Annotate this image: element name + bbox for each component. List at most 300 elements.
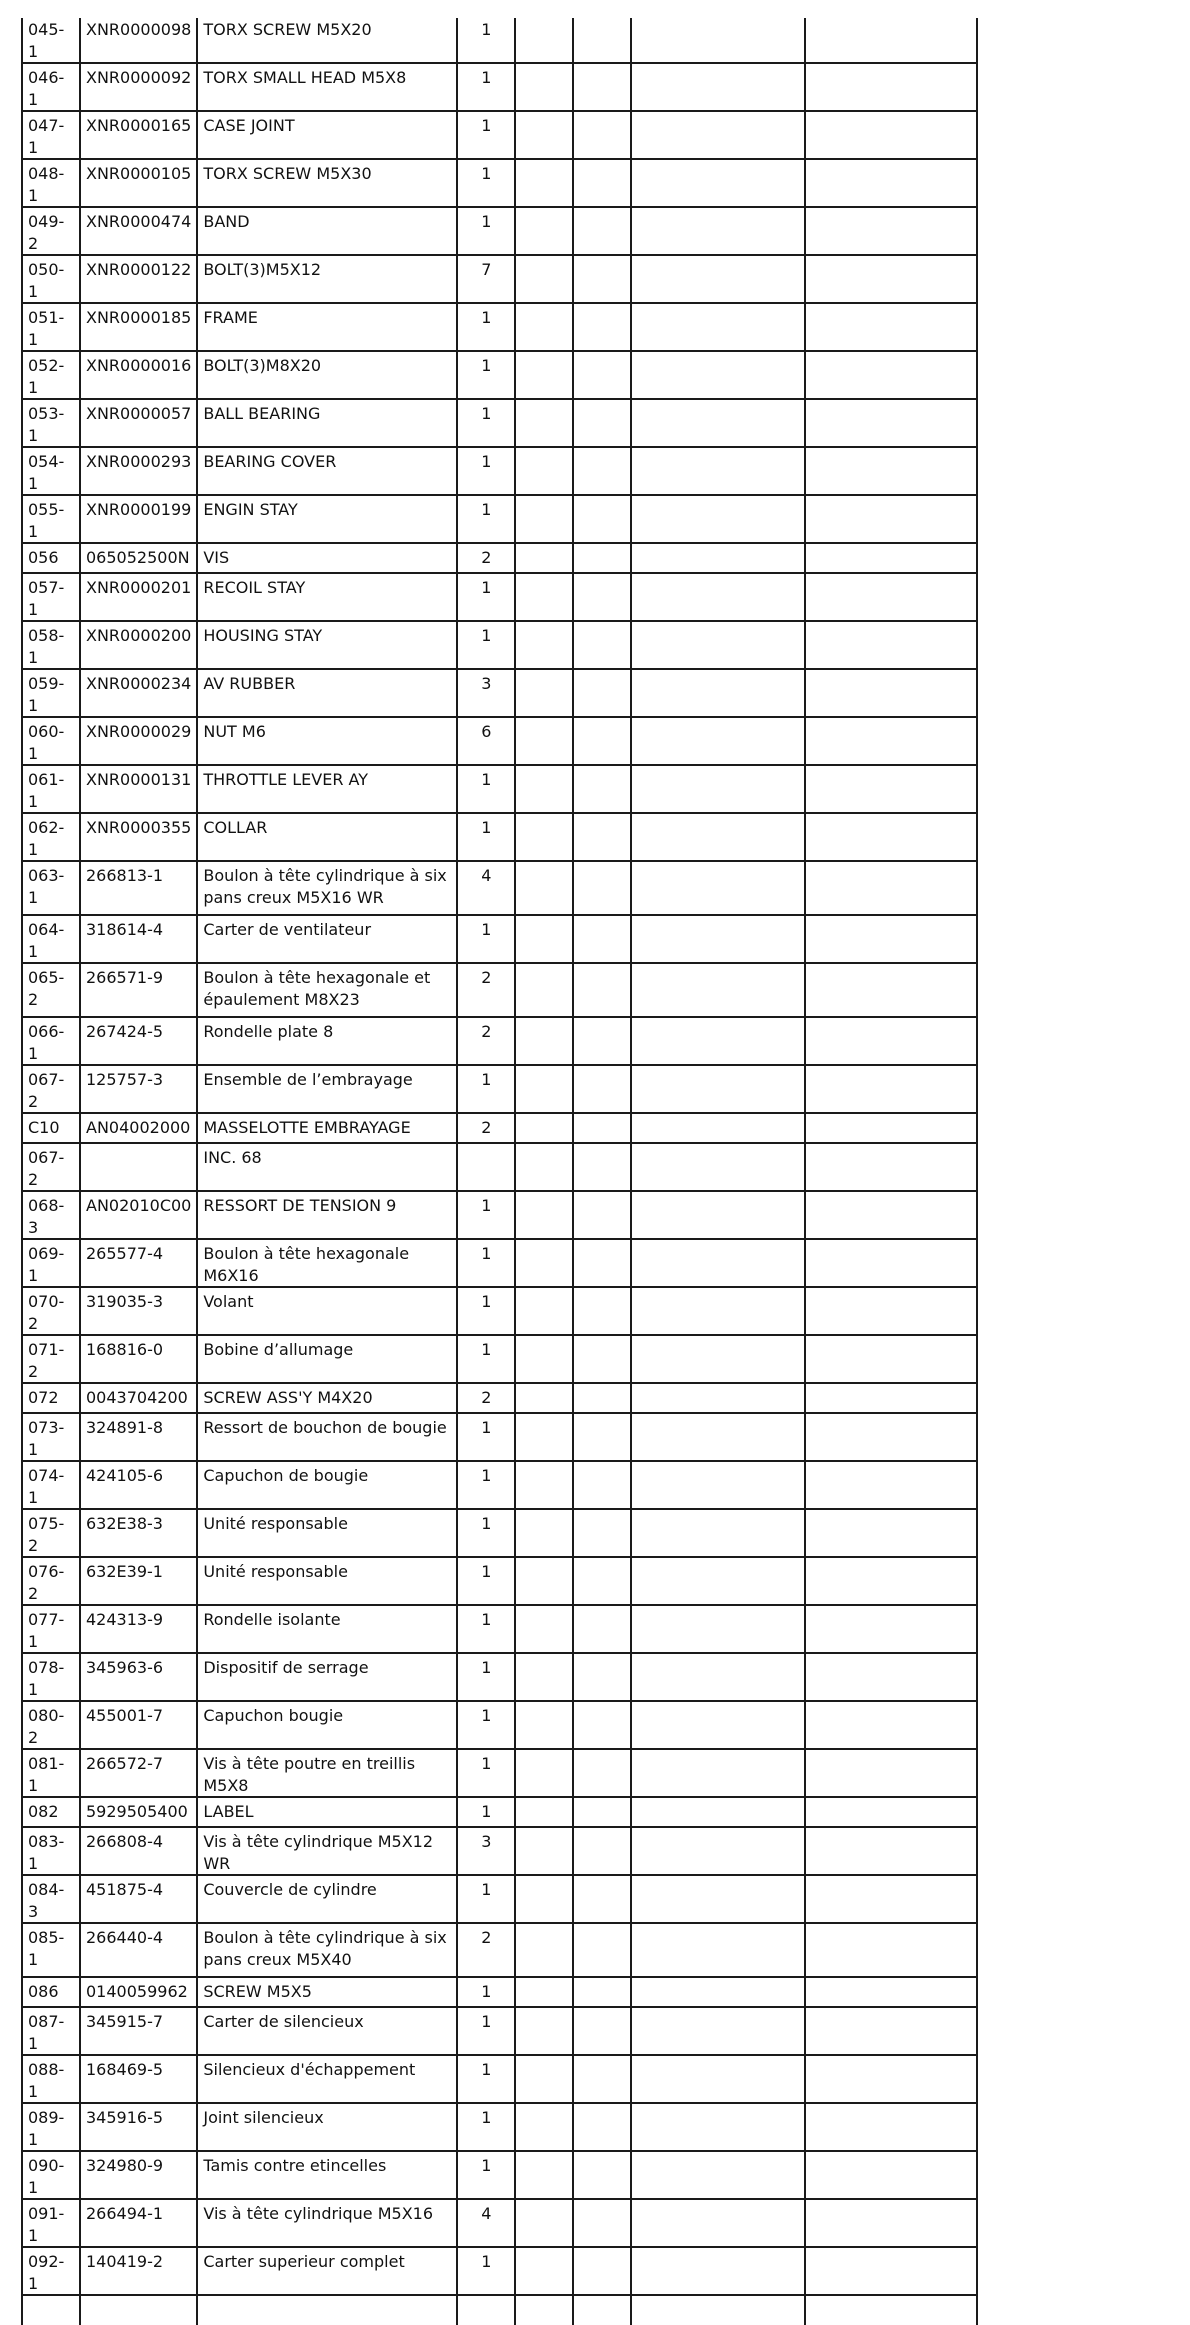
quantity-cell: 1	[457, 447, 515, 495]
empty-cell	[631, 1827, 805, 1875]
part-number-cell: 324891-8	[80, 1413, 197, 1461]
empty-cell	[573, 2055, 631, 2103]
description-cell: Silencieux d'échappement	[197, 2055, 457, 2103]
empty-cell	[805, 18, 977, 63]
empty-cell	[573, 1143, 631, 1191]
empty-cell	[805, 813, 977, 861]
empty-cell	[573, 717, 631, 765]
description-cell: NUT M6	[197, 717, 457, 765]
table-row	[22, 1335, 977, 1383]
empty-cell	[573, 351, 631, 399]
empty-cell	[631, 63, 805, 111]
empty-cell	[631, 2151, 805, 2199]
item-number-cell: 072	[22, 1383, 80, 1413]
quantity-cell: 1	[457, 621, 515, 669]
empty-cell	[573, 1287, 631, 1335]
description-cell: Ensemble de l’embrayage	[197, 1065, 457, 1113]
empty-cell	[631, 915, 805, 963]
empty-cell	[515, 18, 573, 63]
item-number-cell: 065-2	[22, 963, 80, 1017]
table-row	[22, 1143, 977, 1191]
table-row	[22, 1653, 977, 1701]
empty-cell	[573, 915, 631, 963]
empty-cell	[515, 1509, 573, 1557]
empty-cell	[573, 1749, 631, 1797]
empty-cell	[631, 1287, 805, 1335]
empty-cell	[573, 1017, 631, 1065]
empty-cell	[515, 1605, 573, 1653]
description-cell: Capuchon bougie	[197, 1701, 457, 1749]
quantity-cell: 1	[457, 495, 515, 543]
empty-cell	[631, 2007, 805, 2055]
part-number-cell: 632E39-1	[80, 1557, 197, 1605]
empty-cell	[631, 1413, 805, 1461]
part-number-cell: 424313-9	[80, 1605, 197, 1653]
empty-cell	[805, 159, 977, 207]
item-number-cell: 088-1	[22, 2055, 80, 2103]
quantity-cell: 1	[457, 1653, 515, 1701]
table-row	[22, 1509, 977, 1557]
quantity-cell: 1	[457, 1509, 515, 1557]
quantity-cell: 1	[457, 1461, 515, 1509]
table-row	[22, 255, 977, 303]
item-number-cell: 050-1	[22, 255, 80, 303]
empty-cell	[515, 1923, 573, 1977]
empty-cell	[805, 1923, 977, 1977]
empty-cell	[573, 621, 631, 669]
table-row	[22, 2295, 977, 2325]
table-row	[22, 915, 977, 963]
empty-cell	[515, 621, 573, 669]
part-number-cell: AN04002000	[80, 1113, 197, 1143]
empty-cell	[805, 351, 977, 399]
empty-cell	[805, 1335, 977, 1383]
empty-cell	[631, 1749, 805, 1797]
quantity-cell: 1	[457, 2247, 515, 2295]
item-number-cell: 077-1	[22, 1605, 80, 1653]
empty-cell	[805, 621, 977, 669]
empty-cell	[805, 2151, 977, 2199]
quantity-cell: 1	[457, 1605, 515, 1653]
item-number-cell: 059-1	[22, 669, 80, 717]
empty-cell	[631, 447, 805, 495]
empty-cell	[805, 111, 977, 159]
empty-cell	[631, 1701, 805, 1749]
empty-cell	[631, 159, 805, 207]
quantity-cell: 1	[457, 1239, 515, 1287]
item-number-cell: 090-1	[22, 2151, 80, 2199]
quantity-cell: 2	[457, 543, 515, 573]
empty-cell	[631, 765, 805, 813]
description-cell: HOUSING STAY	[197, 621, 457, 669]
empty-cell	[515, 2103, 573, 2151]
quantity-cell: 6	[457, 717, 515, 765]
empty-cell	[631, 207, 805, 255]
part-number-cell: 266571-9	[80, 963, 197, 1017]
item-number-cell: 062-1	[22, 813, 80, 861]
quantity-cell: 1	[457, 2151, 515, 2199]
description-cell: THROTTLE LEVER AY	[197, 765, 457, 813]
empty-cell	[515, 1557, 573, 1605]
table-row	[22, 861, 977, 915]
part-number-cell: XNR0000122	[80, 255, 197, 303]
empty-cell	[573, 1797, 631, 1827]
table-row	[22, 1797, 977, 1827]
table-row	[22, 1113, 977, 1143]
description-cell: Rondelle plate 8	[197, 1017, 457, 1065]
empty-cell	[573, 1605, 631, 1653]
quantity-cell: 1	[457, 207, 515, 255]
description-cell: BOLT(3)M5X12	[197, 255, 457, 303]
description-cell: Boulon à tête cylindrique à six pans creux M5X16 WR	[197, 861, 457, 915]
part-number-cell: XNR0000355	[80, 813, 197, 861]
empty-cell	[515, 447, 573, 495]
empty-cell	[805, 669, 977, 717]
empty-cell	[573, 2007, 631, 2055]
part-number-cell: 319035-3	[80, 1287, 197, 1335]
empty-cell	[573, 1335, 631, 1383]
empty-cell	[631, 1239, 805, 1287]
empty-cell	[573, 1701, 631, 1749]
empty-cell	[631, 573, 805, 621]
empty-cell	[631, 2103, 805, 2151]
part-number-cell: XNR0000293	[80, 447, 197, 495]
description-cell: TORX SCREW M5X20	[197, 18, 457, 63]
part-number-cell: 0140059962	[80, 1977, 197, 2007]
description-cell: SCREW ASS'Y M4X20	[197, 1383, 457, 1413]
part-number-cell: 140419-2	[80, 2247, 197, 2295]
quantity-cell: 1	[457, 1797, 515, 1827]
empty-cell	[805, 1461, 977, 1509]
empty-cell	[573, 1875, 631, 1923]
empty-cell	[515, 2199, 573, 2247]
empty-cell	[631, 2199, 805, 2247]
empty-cell	[515, 915, 573, 963]
empty-cell	[805, 1113, 977, 1143]
empty-cell	[805, 2199, 977, 2247]
table-row	[22, 2007, 977, 2055]
description-cell: FRAME	[197, 303, 457, 351]
empty-cell	[805, 495, 977, 543]
empty-cell	[573, 1827, 631, 1875]
empty-cell	[573, 813, 631, 861]
item-number-cell: 066-1	[22, 1017, 80, 1065]
description-cell: Carter de silencieux	[197, 2007, 457, 2055]
empty-cell	[631, 717, 805, 765]
empty-cell	[573, 1509, 631, 1557]
table-row	[22, 63, 977, 111]
quantity-cell: 1	[457, 2103, 515, 2151]
empty-cell	[515, 765, 573, 813]
part-number-cell: XNR0000201	[80, 573, 197, 621]
empty-cell	[573, 399, 631, 447]
table-row	[22, 447, 977, 495]
empty-cell	[515, 543, 573, 573]
empty-cell	[805, 1191, 977, 1239]
table-row	[22, 1923, 977, 1977]
description-cell: Tamis contre etincelles	[197, 2151, 457, 2199]
quantity-cell: 1	[457, 1287, 515, 1335]
empty-cell	[805, 1509, 977, 1557]
empty-cell	[805, 1653, 977, 1701]
empty-cell	[805, 1065, 977, 1113]
table-row	[22, 207, 977, 255]
empty-cell	[631, 2055, 805, 2103]
part-number-cell: XNR0000165	[80, 111, 197, 159]
table-row	[22, 1287, 977, 1335]
empty-cell	[573, 543, 631, 573]
description-cell: Ressort de bouchon de bougie	[197, 1413, 457, 1461]
parts-table-body	[22, 18, 977, 2325]
parts-list-sheet	[21, 18, 978, 2325]
item-number-cell: 058-1	[22, 621, 80, 669]
empty-cell	[515, 1383, 573, 1413]
item-number-cell: C10	[22, 1113, 80, 1143]
description-cell: Boulon à tête cylindrique à six pans creux M5X40	[197, 1923, 457, 1977]
part-number-cell: XNR0000185	[80, 303, 197, 351]
item-number-cell: 087-1	[22, 2007, 80, 2055]
description-cell: BEARING COVER	[197, 447, 457, 495]
empty-cell	[515, 1653, 573, 1701]
empty-cell	[631, 2247, 805, 2295]
quantity-cell: 1	[457, 111, 515, 159]
empty-cell	[515, 1017, 573, 1065]
part-number-cell: XNR0000092	[80, 63, 197, 111]
description-cell: Capuchon de bougie	[197, 1461, 457, 1509]
item-number-cell: 060-1	[22, 717, 80, 765]
empty-cell	[805, 1557, 977, 1605]
description-cell: Bobine d’allumage	[197, 1335, 457, 1383]
quantity-cell: 1	[457, 399, 515, 447]
part-number-cell: 424105-6	[80, 1461, 197, 1509]
empty-cell	[573, 303, 631, 351]
empty-cell	[515, 2007, 573, 2055]
empty-cell	[573, 495, 631, 543]
empty-cell	[805, 1287, 977, 1335]
part-number-cell: 345915-7	[80, 2007, 197, 2055]
empty-cell	[515, 1977, 573, 2007]
empty-cell	[631, 1335, 805, 1383]
empty-cell	[805, 2007, 977, 2055]
table-row	[22, 765, 977, 813]
empty-cell	[515, 1827, 573, 1875]
empty-cell	[515, 1143, 573, 1191]
empty-cell	[515, 1239, 573, 1287]
quantity-cell: 3	[457, 669, 515, 717]
item-number-cell: 064-1	[22, 915, 80, 963]
table-row	[22, 1557, 977, 1605]
quantity-cell	[457, 1143, 515, 1191]
empty-cell	[515, 1413, 573, 1461]
quantity-cell: 2	[457, 1017, 515, 1065]
empty-cell	[631, 1461, 805, 1509]
part-number-cell: XNR0000474	[80, 207, 197, 255]
part-number-cell: XNR0000200	[80, 621, 197, 669]
quantity-cell: 1	[457, 813, 515, 861]
empty-cell	[631, 669, 805, 717]
empty-cell	[457, 2295, 515, 2325]
empty-cell	[515, 2151, 573, 2199]
empty-cell	[573, 861, 631, 915]
quantity-cell: 1	[457, 351, 515, 399]
empty-cell	[631, 495, 805, 543]
empty-cell	[573, 63, 631, 111]
empty-cell	[573, 573, 631, 621]
empty-cell	[80, 2295, 197, 2325]
empty-cell	[573, 669, 631, 717]
part-number-cell: 125757-3	[80, 1065, 197, 1113]
empty-cell	[515, 159, 573, 207]
description-cell: INC. 68	[197, 1143, 457, 1191]
part-number-cell: 318614-4	[80, 915, 197, 963]
item-number-cell: 082	[22, 1797, 80, 1827]
empty-cell	[805, 63, 977, 111]
table-row	[22, 717, 977, 765]
empty-cell	[573, 2295, 631, 2325]
item-number-cell: 083-1	[22, 1827, 80, 1875]
quantity-cell: 3	[457, 1827, 515, 1875]
part-number-cell: XNR0000098	[80, 18, 197, 63]
empty-cell	[515, 861, 573, 915]
table-row	[22, 111, 977, 159]
empty-cell	[805, 1413, 977, 1461]
description-cell: Boulon à tête hexagonale M6X16	[197, 1239, 457, 1287]
part-number-cell: XNR0000131	[80, 765, 197, 813]
part-number-cell: XNR0000057	[80, 399, 197, 447]
quantity-cell: 1	[457, 765, 515, 813]
quantity-cell: 7	[457, 255, 515, 303]
item-number-cell: 068-3	[22, 1191, 80, 1239]
description-cell: BALL BEARING	[197, 399, 457, 447]
part-number-cell: XNR0000234	[80, 669, 197, 717]
empty-cell	[631, 1605, 805, 1653]
description-cell: BAND	[197, 207, 457, 255]
table-row	[22, 1413, 977, 1461]
part-number-cell: 065052500N	[80, 543, 197, 573]
empty-cell	[631, 1797, 805, 1827]
description-cell: Vis à tête cylindrique M5X16	[197, 2199, 457, 2247]
item-number-cell: 080-2	[22, 1701, 80, 1749]
table-row	[22, 2103, 977, 2151]
part-number-cell: 266494-1	[80, 2199, 197, 2247]
empty-cell	[573, 2247, 631, 2295]
table-row	[22, 669, 977, 717]
empty-cell	[631, 1923, 805, 1977]
empty-cell	[515, 1113, 573, 1143]
table-row	[22, 495, 977, 543]
empty-cell	[515, 1701, 573, 1749]
empty-cell	[515, 2295, 573, 2325]
description-cell: Joint silencieux	[197, 2103, 457, 2151]
table-row	[22, 573, 977, 621]
table-row	[22, 963, 977, 1017]
quantity-cell: 4	[457, 861, 515, 915]
empty-cell	[805, 1383, 977, 1413]
empty-cell	[573, 1413, 631, 1461]
empty-cell	[805, 255, 977, 303]
table-row	[22, 1017, 977, 1065]
empty-cell	[197, 2295, 457, 2325]
empty-cell	[631, 111, 805, 159]
empty-cell	[515, 717, 573, 765]
description-cell: Volant	[197, 1287, 457, 1335]
empty-cell	[515, 255, 573, 303]
table-row	[22, 621, 977, 669]
empty-cell	[631, 1875, 805, 1923]
empty-cell	[515, 813, 573, 861]
item-number-cell: 067-2	[22, 1143, 80, 1191]
table-row	[22, 1605, 977, 1653]
empty-cell	[573, 1557, 631, 1605]
empty-cell	[515, 1749, 573, 1797]
empty-cell	[573, 1923, 631, 1977]
quantity-cell: 1	[457, 1977, 515, 2007]
description-cell: Carter de ventilateur	[197, 915, 457, 963]
table-row	[22, 351, 977, 399]
description-cell: Boulon à tête hexagonale et épaulement M8X23	[197, 963, 457, 1017]
empty-cell	[805, 1749, 977, 1797]
empty-cell	[515, 1287, 573, 1335]
empty-cell	[631, 351, 805, 399]
empty-cell	[573, 1977, 631, 2007]
part-number-cell: XNR0000199	[80, 495, 197, 543]
empty-cell	[573, 159, 631, 207]
item-number-cell: 055-1	[22, 495, 80, 543]
empty-cell	[631, 1383, 805, 1413]
quantity-cell: 1	[457, 915, 515, 963]
quantity-cell: 1	[457, 18, 515, 63]
empty-cell	[805, 2247, 977, 2295]
empty-cell	[631, 18, 805, 63]
description-cell: Couvercle de cylindre	[197, 1875, 457, 1923]
empty-cell	[631, 399, 805, 447]
empty-cell	[573, 765, 631, 813]
part-number-cell: XNR0000105	[80, 159, 197, 207]
part-number-cell: 266440-4	[80, 1923, 197, 1977]
description-cell: BOLT(3)M8X20	[197, 351, 457, 399]
empty-cell	[631, 1017, 805, 1065]
item-number-cell: 089-1	[22, 2103, 80, 2151]
quantity-cell: 1	[457, 2007, 515, 2055]
empty-cell	[515, 963, 573, 1017]
table-row	[22, 2199, 977, 2247]
part-number-cell: 455001-7	[80, 1701, 197, 1749]
part-number-cell: 266813-1	[80, 861, 197, 915]
empty-cell	[805, 303, 977, 351]
quantity-cell: 1	[457, 303, 515, 351]
part-number-cell: XNR0000016	[80, 351, 197, 399]
item-number-cell: 047-1	[22, 111, 80, 159]
empty-cell	[805, 1827, 977, 1875]
empty-cell	[805, 1875, 977, 1923]
description-cell: SCREW M5X5	[197, 1977, 457, 2007]
quantity-cell: 4	[457, 2199, 515, 2247]
empty-cell	[515, 573, 573, 621]
part-number-cell: 267424-5	[80, 1017, 197, 1065]
description-cell: Dispositif de serrage	[197, 1653, 457, 1701]
empty-cell	[631, 1143, 805, 1191]
empty-cell	[631, 1653, 805, 1701]
item-number-cell: 045-1	[22, 18, 80, 63]
table-row	[22, 2151, 977, 2199]
empty-cell	[631, 1509, 805, 1557]
item-number-cell: 092-1	[22, 2247, 80, 2295]
item-number-cell: 073-1	[22, 1413, 80, 1461]
item-number-cell: 069-1	[22, 1239, 80, 1287]
empty-cell	[573, 18, 631, 63]
quantity-cell: 1	[457, 159, 515, 207]
empty-cell	[573, 1461, 631, 1509]
